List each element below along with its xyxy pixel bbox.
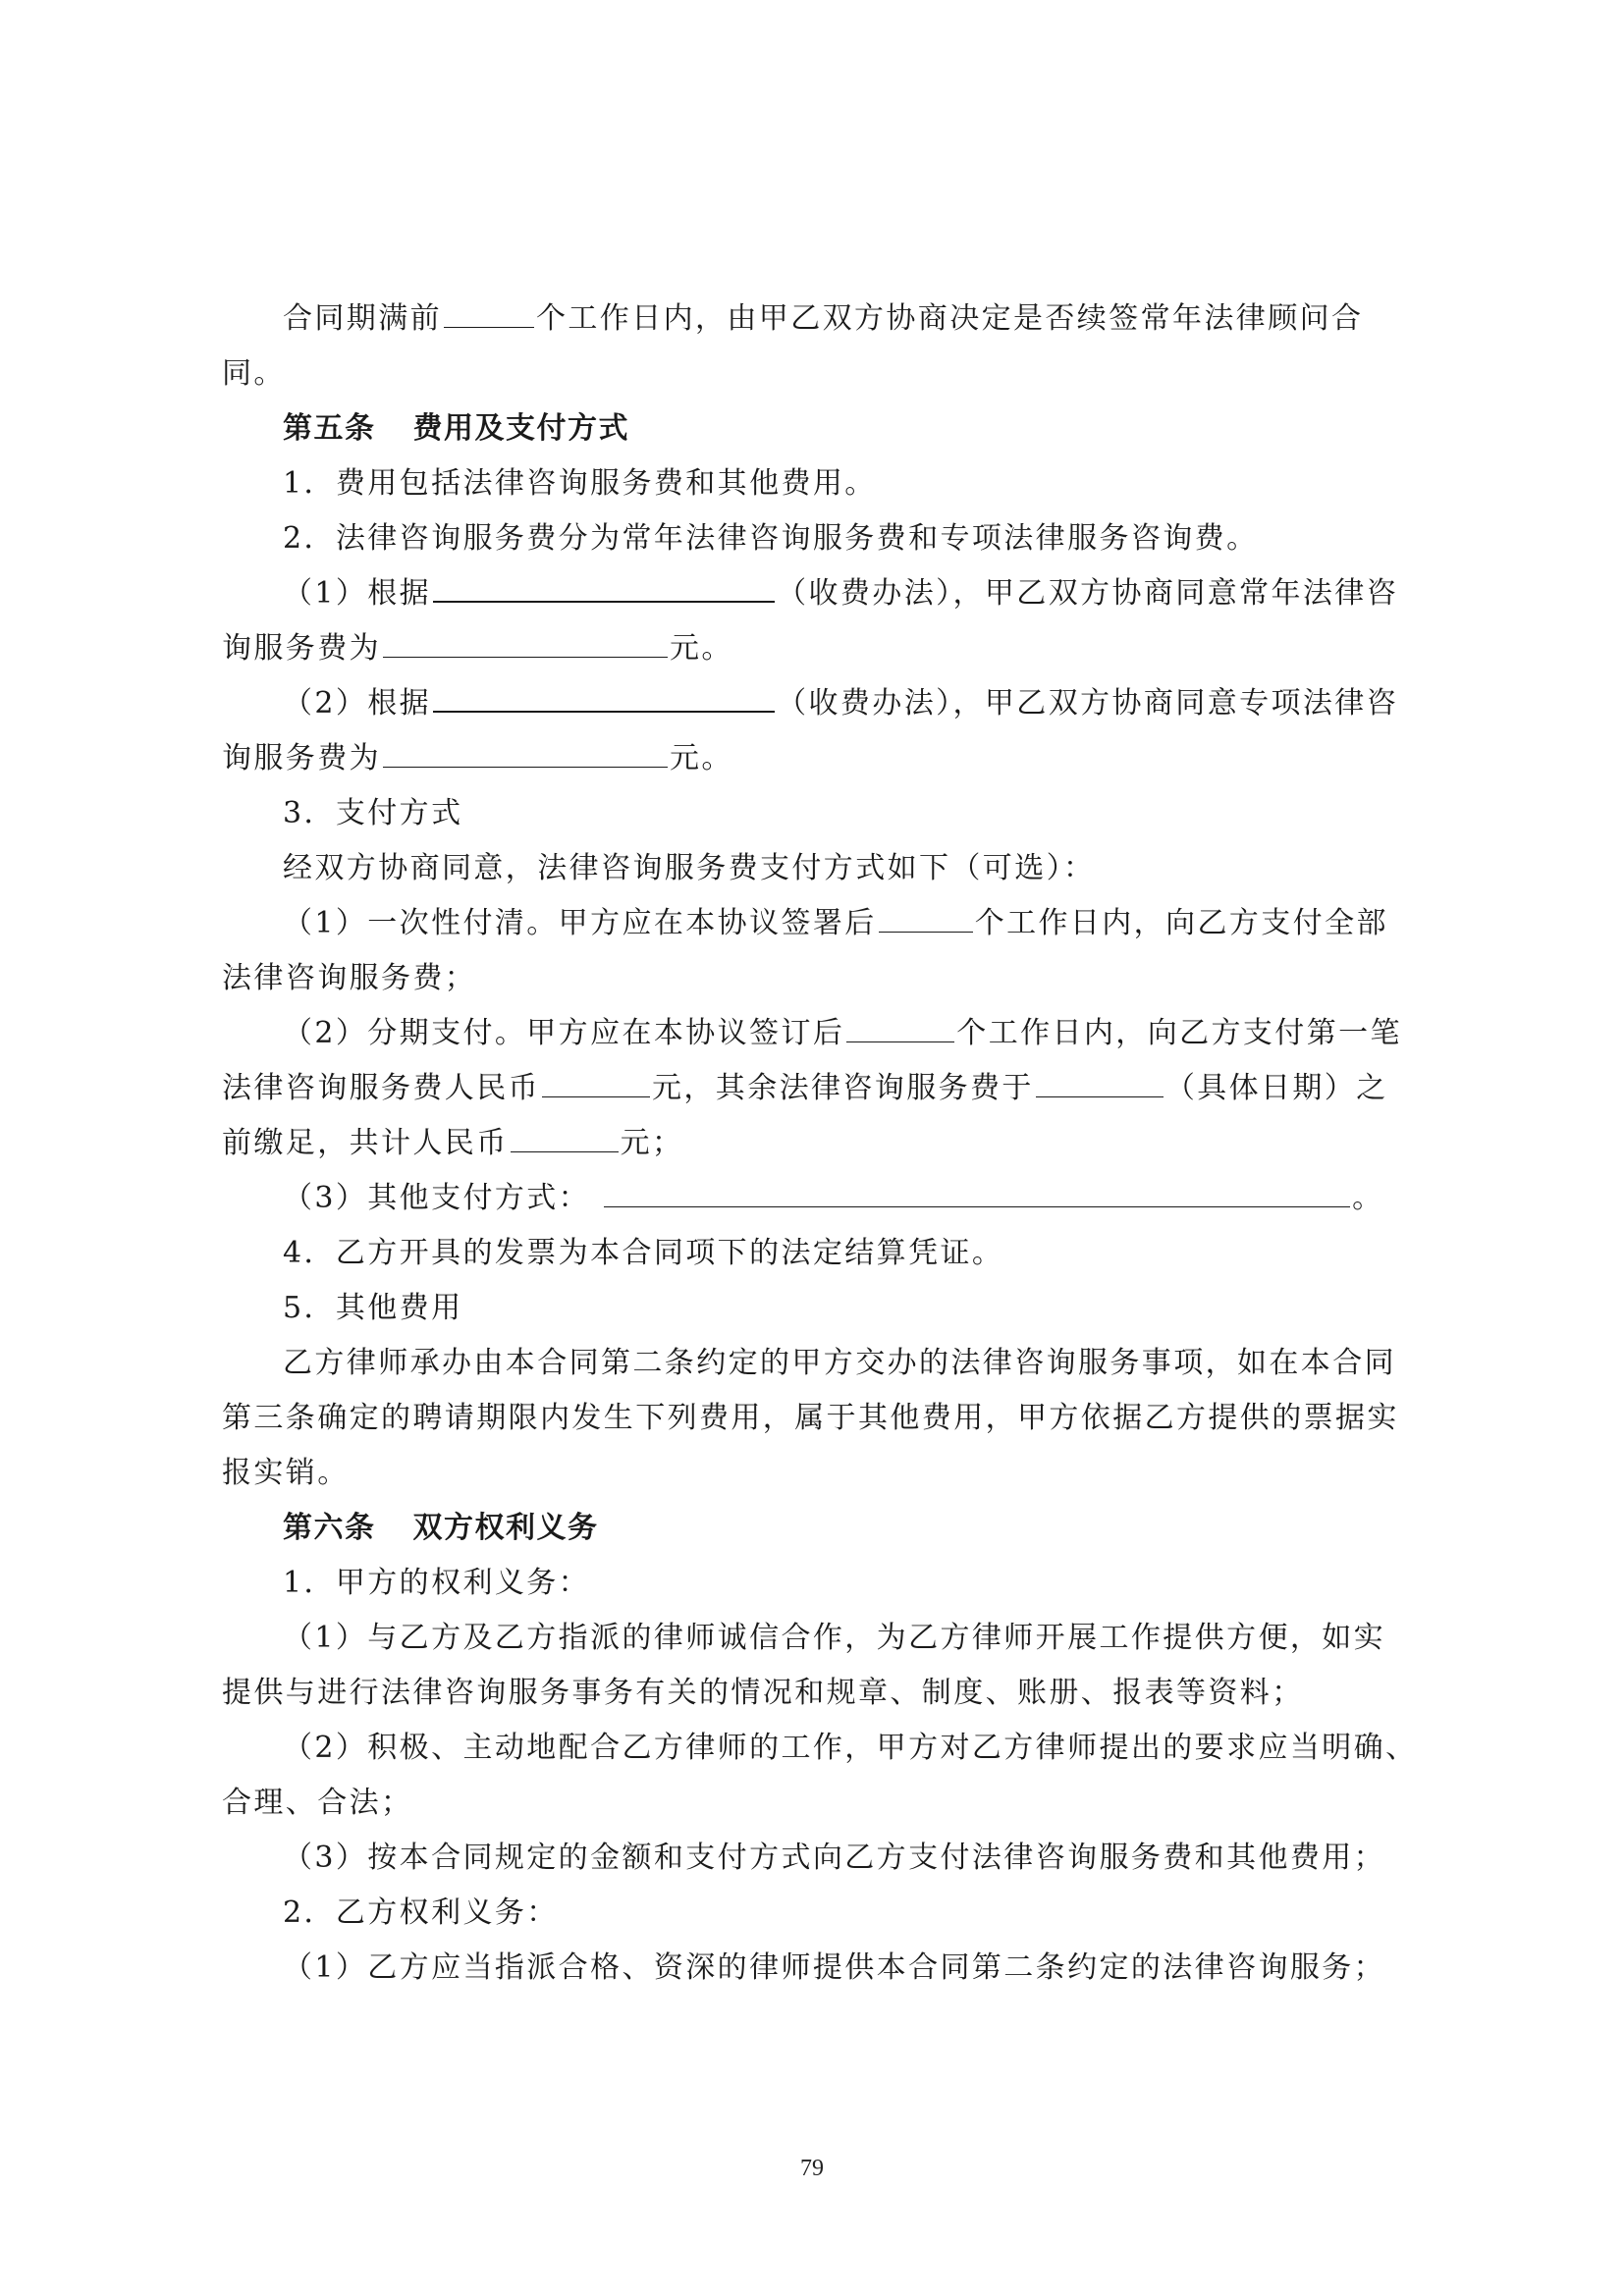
text-span: 前缴足，共计人民币 (222, 1126, 509, 1160)
article-title: 双方权利义务 (412, 1511, 599, 1545)
fill-in-blank[interactable] (383, 741, 668, 768)
paragraph-line: 第三条确定的聘请期限内发生下列费用，属于其他费用，甲方依据乙方提供的票据实 (222, 1401, 1399, 1435)
fill-in-blank[interactable] (879, 906, 973, 933)
paragraph-line: 5．其他费用 (283, 1291, 463, 1325)
text-span: 个工作日内，向乙方支付第一笔 (956, 1016, 1402, 1050)
text-span: （2）分期支付。甲方应在本协议签订后 (283, 1016, 845, 1050)
paragraph-line: 法律咨询服务费； (222, 961, 477, 995)
paragraph-line: 报实销。 (222, 1456, 350, 1490)
paragraph-line (222, 676, 1430, 731)
text-span: 。 (1352, 1181, 1384, 1215)
paragraph-line: 2．乙方权利义务： (283, 1896, 559, 1930)
text-span: 元； (620, 1126, 684, 1160)
fill-in-blank[interactable] (846, 1016, 954, 1042)
article-5-heading (222, 401, 1430, 456)
text-span: （1）一次性付清。甲方应在本协议签署后 (283, 906, 877, 940)
paragraph-line (222, 292, 1430, 347)
fill-in-blank[interactable] (1036, 1071, 1164, 1097)
article-number: 第六条 (283, 1511, 376, 1545)
paragraph-line: 乙方律师承办由本合同第二条约定的甲方交办的法律咨询服务事项，如在本合同 (283, 1346, 1396, 1380)
paragraph-line: 提供与进行法律咨询服务事务有关的情况和规章、制度、账册、报表等资料； (222, 1676, 1304, 1710)
text-span: （收费办法），甲乙双方协商同意常年法律咨 (777, 576, 1399, 611)
paragraph-line: 3．支付方式 (283, 796, 463, 830)
text-span: 个工作日内，由甲乙双方协商决定是否续签常年法律顾问合 (536, 301, 1364, 336)
text-span: 法律咨询服务费人民币 (222, 1071, 540, 1105)
text-span: 询服务费为 (222, 741, 381, 775)
text-span: （收费办法），甲乙双方协商同意专项法律咨 (777, 686, 1399, 721)
paragraph-line (222, 566, 1430, 621)
article-number: 第五条 (283, 411, 376, 446)
text-span: 元，其余法律咨询服务费于 (652, 1071, 1034, 1105)
paragraph-line: （1）乙方应当指派合格、资深的律师提供本合同第二条约定的法律咨询服务； (283, 1950, 1386, 1985)
paragraph-line (222, 1006, 1430, 1061)
text-span: 元。 (670, 631, 733, 666)
text-span: （1）根据 (283, 576, 432, 611)
paragraph-line (222, 1116, 1430, 1171)
text-span: 个工作日内，向乙方支付全部 (974, 906, 1388, 940)
paragraph-line (222, 1061, 1430, 1116)
fill-in-blank[interactable] (433, 685, 775, 713)
paragraph-line: 同。 (222, 356, 286, 391)
text-span: 元。 (670, 741, 733, 775)
paragraph-line (222, 896, 1430, 951)
text-span: 合同期满前 (283, 301, 442, 336)
article-title: 费用及支付方式 (412, 411, 629, 446)
contract-body (222, 292, 1430, 1996)
paragraph-line (222, 1171, 1430, 1226)
page-number: 79 (800, 2156, 824, 2181)
paragraph-line: 1．甲方的权利义务： (283, 1566, 591, 1600)
paragraph-line: 合理、合法； (222, 1786, 413, 1820)
fill-in-blank[interactable] (444, 301, 534, 328)
fill-in-blank[interactable] (542, 1071, 650, 1097)
text-span: （具体日期）之 (1164, 1071, 1388, 1105)
paragraph-line: （1）与乙方及乙方指派的律师诚信合作，为乙方律师开展工作提供方便，如实 (283, 1621, 1386, 1655)
fill-in-blank[interactable] (383, 631, 668, 658)
text-span: （3）其他支付方式： (283, 1181, 591, 1215)
text-span: （2）根据 (283, 686, 432, 721)
paragraph-line: 4．乙方开具的发票为本合同项下的法定结算凭证。 (283, 1236, 1004, 1270)
paragraph-line: （3）按本合同规定的金额和支付方式向乙方支付法律咨询服务费和其他费用； (283, 1841, 1386, 1875)
fill-in-blank[interactable] (511, 1126, 619, 1152)
fill-in-blank[interactable] (604, 1181, 1350, 1207)
paragraph-line: 1．费用包括法律咨询服务费和其他费用。 (283, 466, 877, 501)
paragraph-line: 2．法律咨询服务费分为常年法律咨询服务费和专项法律服务咨询费。 (283, 521, 1259, 556)
fill-in-blank[interactable] (433, 575, 775, 603)
paragraph-line (222, 731, 1430, 786)
paragraph-line: 经双方协商同意，法律咨询服务费支付方式如下（可选）： (283, 851, 1096, 885)
text-span: 询服务费为 (222, 631, 381, 666)
article-6-heading (222, 1501, 1430, 1556)
paragraph-line (222, 621, 1430, 676)
paragraph-line: （2）积极、主动地配合乙方律师的工作，甲方对乙方律师提出的要求应当明确、 (283, 1731, 1418, 1765)
